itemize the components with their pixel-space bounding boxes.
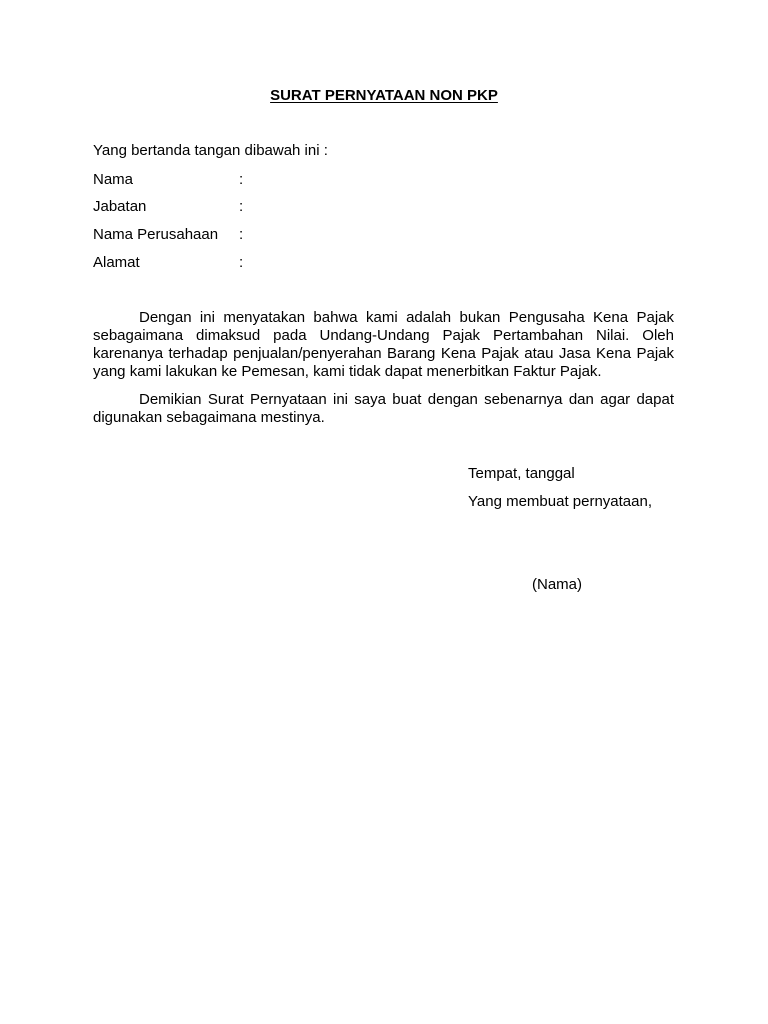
field-label: Alamat: [93, 254, 140, 271]
field-label: Jabatan: [93, 198, 147, 215]
document-title: SURAT PERNYATAAN NON PKP: [270, 87, 498, 104]
field-separator: :: [239, 226, 244, 243]
closing-paragraph: Demikian Surat Pernyataan ini saya buat dengan sebenarnya dan agar dapat digunakan sebagaimana mestinya.: [93, 391, 674, 426]
field-label: Nama Perusahaan: [93, 226, 219, 243]
field-separator: :: [239, 254, 244, 271]
statement-paragraph: Dengan ini menyatakan bahwa kami adalah bukan Pengusaha Kena Pajak sebagaimana dimaksud pada Undang-Undang Pajak Pertambahan Nilai. Oleh karenanya terhadap penjualan/penyerahan Barang Kena Pajak atau Jasa Kena Pajak yang kami lakukan ke Pemesan, kami tidak dapat menerbitkan Faktur Pajak.: [93, 309, 674, 380]
field-separator: :: [239, 198, 244, 215]
field-separator: :: [239, 171, 244, 188]
field-label: Nama: [93, 171, 134, 188]
signature-name: (Nama): [532, 576, 583, 593]
signature-maker-label: Yang membuat pernyataan,: [468, 493, 653, 510]
intro-text: Yang bertanda tangan dibawah ini :: [93, 142, 328, 159]
signature-place-date: Tempat, tanggal: [468, 465, 575, 482]
